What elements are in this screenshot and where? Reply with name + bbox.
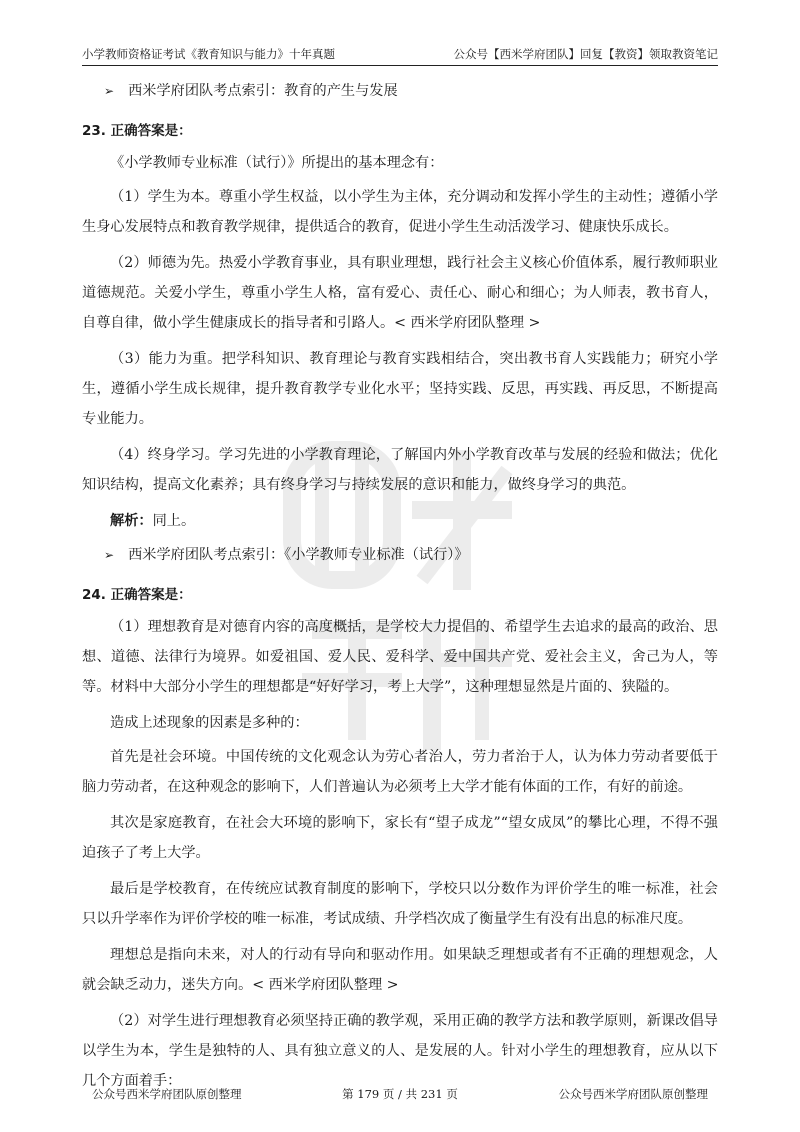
q24-para-4: 其次是家庭教育，在社会大环境的影响下，家长有“望子成龙”“望女成凤”的攀比心理，不得不强迫孩子了考上大学。	[82, 815, 718, 861]
q24-para-5: 最后是学校教育，在传统应试教育制度的影响下，学校只以分数作为评价学生的唯一标准，社会只以升学率作为评价学校的唯一标准，考试成绩、升学档次成了衡量学生有没有出息的标准尺度。	[82, 881, 718, 927]
q24-para-6: 理想总是指向未来，对人的行动有导向和驱动作用。如果缺乏理想或者有不正确的理想观念，人就会缺乏动力，迷失方向。< 西米学府团队整理 >	[82, 947, 718, 993]
topic-reference: ➢ 西米学府团队考点索引：《小学教师专业标准（试行）》	[104, 547, 469, 563]
q24-point-2: （2）对学生进行理想教育必须坚持正确的教学观，采用正确的教学方法和教学原则，新课改倡导以学生为本，学生是独特的人、具有独立意义的人、是发展的人。针对小学生的理想教育，应从以下几个方面着手：	[82, 1013, 718, 1089]
header-promo: 公众号【西米学府团队】回复【教资】领取教资笔记	[453, 47, 718, 61]
footer-left: 公众号西米学府团队原创整理	[92, 1087, 242, 1101]
analysis-label: 解析：	[110, 513, 153, 529]
q23-point-1: （1）学生为本。尊重小学生权益，以小学生为主体，充分调动和发挥小学生的主动性；遵循小学生身心发展特点和教育教学规律，提供适合的教育，促进小学生生动活泼学习、健康快乐成长。	[82, 189, 718, 235]
q24-para-3: 首先是社会环境。中国传统的文化观念认为劳心者治人，劳力者治于人，认为体力劳动者要低于脑力劳动者，在这种观念的影响下，人们普遍认为必须考上大学才能有体面的工作，有好的前途。	[82, 749, 718, 795]
q23-analysis	[82, 506, 718, 536]
arrowhead-bullet-icon: ➢	[104, 84, 115, 98]
page-content	[82, 76, 718, 1102]
q23-point-2: （2）师德为先。热爱小学教育事业，具有职业理想，践行社会主义核心价值体系，履行教师职业道德规范。关爱小学生，尊重小学生人格，富有爱心、责任心、耐心和细心；为人师表，教书育人，自尊自律，做小学生健康成长的指导者和引路人。< 西米学府团队整理 >	[82, 255, 718, 331]
arrowhead-bullet-icon: ➢	[104, 548, 115, 562]
question-23-heading: 23. 正确答案是：	[82, 123, 192, 139]
q23-point-3: （3）能力为重。把学科知识、教育理论与教育实践相结合，突出教书育人实践能力；研究小学生，遵循小学生成长规律，提升教育教学专业化水平；坚持实践、反思，再实践、再反思，不断提高专业能力。	[82, 351, 718, 427]
q24-para-2: 造成上述现象的因素是多种的：	[110, 715, 309, 731]
header-title: 小学教师资格证考试《教育知识与能力》十年真题	[82, 47, 335, 61]
q24-point-1: （1）理想教育是对德育内容的高度概括，是学校大力提倡的、希望学生去追求的最高的政治、思想、道德、法律行为境界。如爱祖国、爱人民、爱科学、爱中国共产党、爱社会主义，舍己为人，等等。材料中大部分小学生的理想都是“好好学习，考上大学”，这种理想显然是片面的、狭隘的。	[82, 619, 718, 695]
question-24-heading: 24. 正确答案是：	[82, 587, 192, 603]
q23-intro: 《小学教师专业标准（试行）》所提出的基本理念有：	[110, 155, 444, 171]
q23-point-4: （4）终身学习。学习先进的小学教育理论，了解国内外小学教育改革与发展的经验和做法；优化知识结构，提高文化素养；具有终身学习与持续发展的意识和能力，做终身学习的典范。	[82, 447, 718, 493]
topic-reference: ➢ 西米学府团队考点索引：教育的产生与发展	[104, 83, 398, 99]
analysis-text: 同上。	[152, 513, 196, 529]
page-header	[82, 40, 718, 66]
page-number: 第 179 页 / 共 231 页	[342, 1087, 458, 1101]
page-footer	[92, 1086, 708, 1102]
footer-right: 公众号西米学府团队原创整理	[558, 1087, 708, 1101]
